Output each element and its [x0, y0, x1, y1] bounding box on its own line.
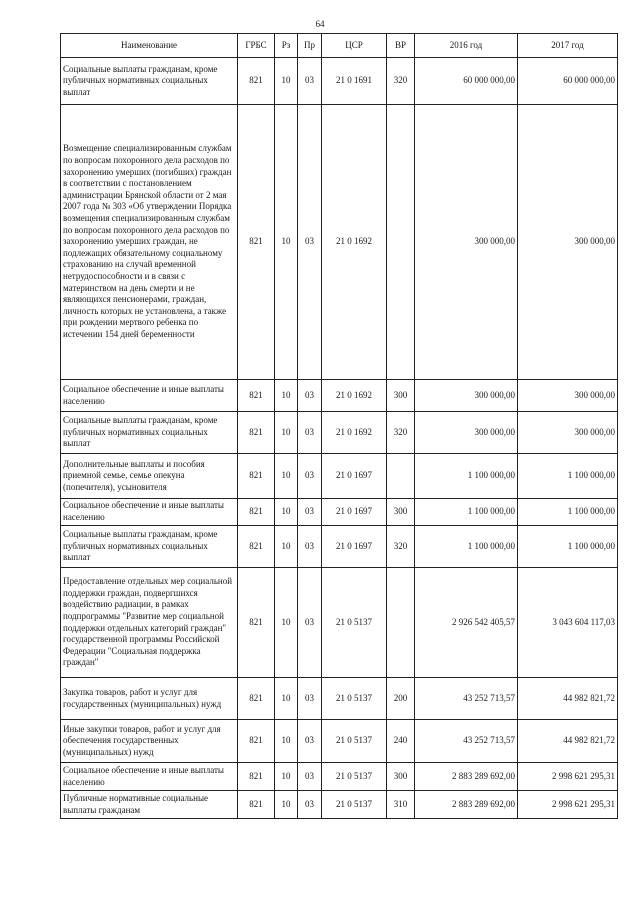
row-csr: 21 0 1697: [322, 526, 387, 568]
row-name: Социальные выплаты гражданам, кроме публичных нормативных социальных выплат: [61, 526, 238, 568]
table-row: [61, 380, 618, 412]
row-csr: 21 0 1692: [322, 105, 387, 380]
row-rz: 10: [275, 526, 298, 568]
table-row: [61, 791, 618, 819]
row-grbs: 821: [238, 454, 275, 499]
row-name: Социальные выплаты гражданам, кроме публичных нормативных социальных выплат: [61, 58, 238, 105]
row-2016: 300 000,00: [415, 105, 518, 380]
table-row: [61, 454, 618, 499]
row-vr: 300: [387, 499, 415, 526]
row-vr: 320: [387, 58, 415, 105]
table-header-row: [61, 34, 618, 58]
table-row: [61, 412, 618, 454]
row-name: Социальное обеспечение и иные выплаты населению: [61, 499, 238, 526]
table-row: [61, 499, 618, 526]
row-rz: 10: [275, 763, 298, 791]
row-2017: 3 043 604 117,03: [518, 568, 618, 678]
table-row: [61, 526, 618, 568]
row-pr: 03: [298, 720, 322, 763]
row-rz: 10: [275, 499, 298, 526]
row-name: Социальное обеспечение и иные выплаты населению: [61, 763, 238, 791]
table-row: [61, 678, 618, 720]
row-vr: 300: [387, 380, 415, 412]
row-2017: 1 100 000,00: [518, 499, 618, 526]
header-vr: ВР: [387, 34, 415, 58]
row-2016: 60 000 000,00: [415, 58, 518, 105]
row-pr: 03: [298, 526, 322, 568]
table-row: [61, 763, 618, 791]
row-pr: 03: [298, 58, 322, 105]
row-rz: 10: [275, 380, 298, 412]
row-vr: 320: [387, 526, 415, 568]
row-csr: 21 0 1691: [322, 58, 387, 105]
row-name: Предоставление отдельных мер социальной поддержки граждан, подвергшихся воздействию радиации, в рамках подпрограммы "Развитие мер социальной поддержки отдельных категорий граждан" государственной программы Российской Федерации "Социальная поддержка граждан": [61, 568, 238, 678]
row-grbs: 821: [238, 499, 275, 526]
header-grbs: ГРБС: [238, 34, 275, 58]
row-2017: 300 000,00: [518, 380, 618, 412]
row-vr: [387, 454, 415, 499]
row-csr: 21 0 1692: [322, 380, 387, 412]
page-number: 64: [315, 19, 325, 29]
row-2017: 1 100 000,00: [518, 526, 618, 568]
row-name: Дополнительные выплаты и пособия приемной семье, семье опекуна (попечителя), усыновителя: [61, 454, 238, 499]
row-name: Закупка товаров, работ и услуг для государственных (муниципальных) нужд: [61, 678, 238, 720]
row-grbs: 821: [238, 412, 275, 454]
row-csr: 21 0 5137: [322, 763, 387, 791]
row-2016: 1 100 000,00: [415, 454, 518, 499]
row-csr: 21 0 5137: [322, 568, 387, 678]
row-rz: 10: [275, 412, 298, 454]
row-csr: 21 0 1692: [322, 412, 387, 454]
table-row: [61, 568, 618, 678]
row-2017: 1 100 000,00: [518, 454, 618, 499]
row-csr: 21 0 5137: [322, 678, 387, 720]
row-name: Публичные нормативные социальные выплаты гражданам: [61, 791, 238, 819]
row-2017: 300 000,00: [518, 105, 618, 380]
row-2017: 44 982 821,72: [518, 678, 618, 720]
row-grbs: 821: [238, 380, 275, 412]
row-pr: 03: [298, 454, 322, 499]
row-name: Иные закупки товаров, работ и услуг для обеспечения государственных (муниципальных) нужд: [61, 720, 238, 763]
row-rz: 10: [275, 454, 298, 499]
row-csr: 21 0 5137: [322, 791, 387, 819]
row-2016: 300 000,00: [415, 380, 518, 412]
row-2016: 1 100 000,00: [415, 526, 518, 568]
table-row: [61, 105, 618, 380]
header-name: Наименование: [61, 34, 238, 58]
row-pr: 03: [298, 412, 322, 454]
row-2017: 300 000,00: [518, 412, 618, 454]
row-rz: 10: [275, 58, 298, 105]
row-pr: 03: [298, 763, 322, 791]
table-row: [61, 58, 618, 105]
row-grbs: 821: [238, 763, 275, 791]
row-2016: 43 252 713,57: [415, 678, 518, 720]
row-vr: 240: [387, 720, 415, 763]
row-2017: 2 998 621 295,31: [518, 763, 618, 791]
row-grbs: 821: [238, 105, 275, 380]
row-grbs: 821: [238, 678, 275, 720]
row-csr: 21 0 5137: [322, 720, 387, 763]
row-2017: 60 000 000,00: [518, 58, 618, 105]
row-csr: 21 0 1697: [322, 499, 387, 526]
header-2016: 2016 год: [415, 34, 518, 58]
row-pr: 03: [298, 380, 322, 412]
row-2017: 2 998 621 295,31: [518, 791, 618, 819]
row-rz: 10: [275, 105, 298, 380]
row-2016: 43 252 713,57: [415, 720, 518, 763]
table-row: [61, 720, 618, 763]
row-2016: 300 000,00: [415, 412, 518, 454]
row-pr: 03: [298, 791, 322, 819]
row-vr: 320: [387, 412, 415, 454]
row-rz: 10: [275, 568, 298, 678]
row-grbs: 821: [238, 791, 275, 819]
row-rz: 10: [275, 678, 298, 720]
budget-table: [60, 33, 618, 819]
header-2017: 2017 год: [518, 34, 618, 58]
header-rz: Рз: [275, 34, 298, 58]
row-csr: 21 0 1697: [322, 454, 387, 499]
row-vr: [387, 105, 415, 380]
row-rz: 10: [275, 791, 298, 819]
row-2016: 2 926 542 405,57: [415, 568, 518, 678]
row-pr: 03: [298, 678, 322, 720]
row-name: Социальные выплаты гражданам, кроме публичных нормативных социальных выплат: [61, 412, 238, 454]
row-2016: 1 100 000,00: [415, 499, 518, 526]
row-2016: 2 883 289 692,00: [415, 791, 518, 819]
row-2016: 2 883 289 692,00: [415, 763, 518, 791]
header-pr: Пр: [298, 34, 322, 58]
row-vr: 200: [387, 678, 415, 720]
header-csr: ЦСР: [322, 34, 387, 58]
row-grbs: 821: [238, 568, 275, 678]
row-pr: 03: [298, 568, 322, 678]
row-2017: 44 982 821,72: [518, 720, 618, 763]
row-grbs: 821: [238, 58, 275, 105]
row-rz: 10: [275, 720, 298, 763]
row-grbs: 821: [238, 720, 275, 763]
row-name: Социальное обеспечение и иные выплаты населению: [61, 380, 238, 412]
row-name: Возмещение специализированным службам по вопросам похоронного дела расходов по захоронению умерших (погибших) граждан в соответствии с постановлением администрации Брянской области от 2 мая 2007 года № 303 «Об утверждении Порядка возмещения специализированным службам по вопросам похоронного дела расходов по захоронению умерших граждан, не подлежащих обязательному социальному страхованию на случай временной нетрудоспособности и в связи с материнством на день смерти и не являющихся пенсионерами, граждан, личность которых не установлена, а также при рождении мертвого ребенка по истечении 154 дней беременности: [61, 105, 238, 380]
row-vr: 310: [387, 791, 415, 819]
row-vr: 300: [387, 763, 415, 791]
row-grbs: 821: [238, 526, 275, 568]
row-vr: [387, 568, 415, 678]
row-pr: 03: [298, 105, 322, 380]
row-pr: 03: [298, 499, 322, 526]
